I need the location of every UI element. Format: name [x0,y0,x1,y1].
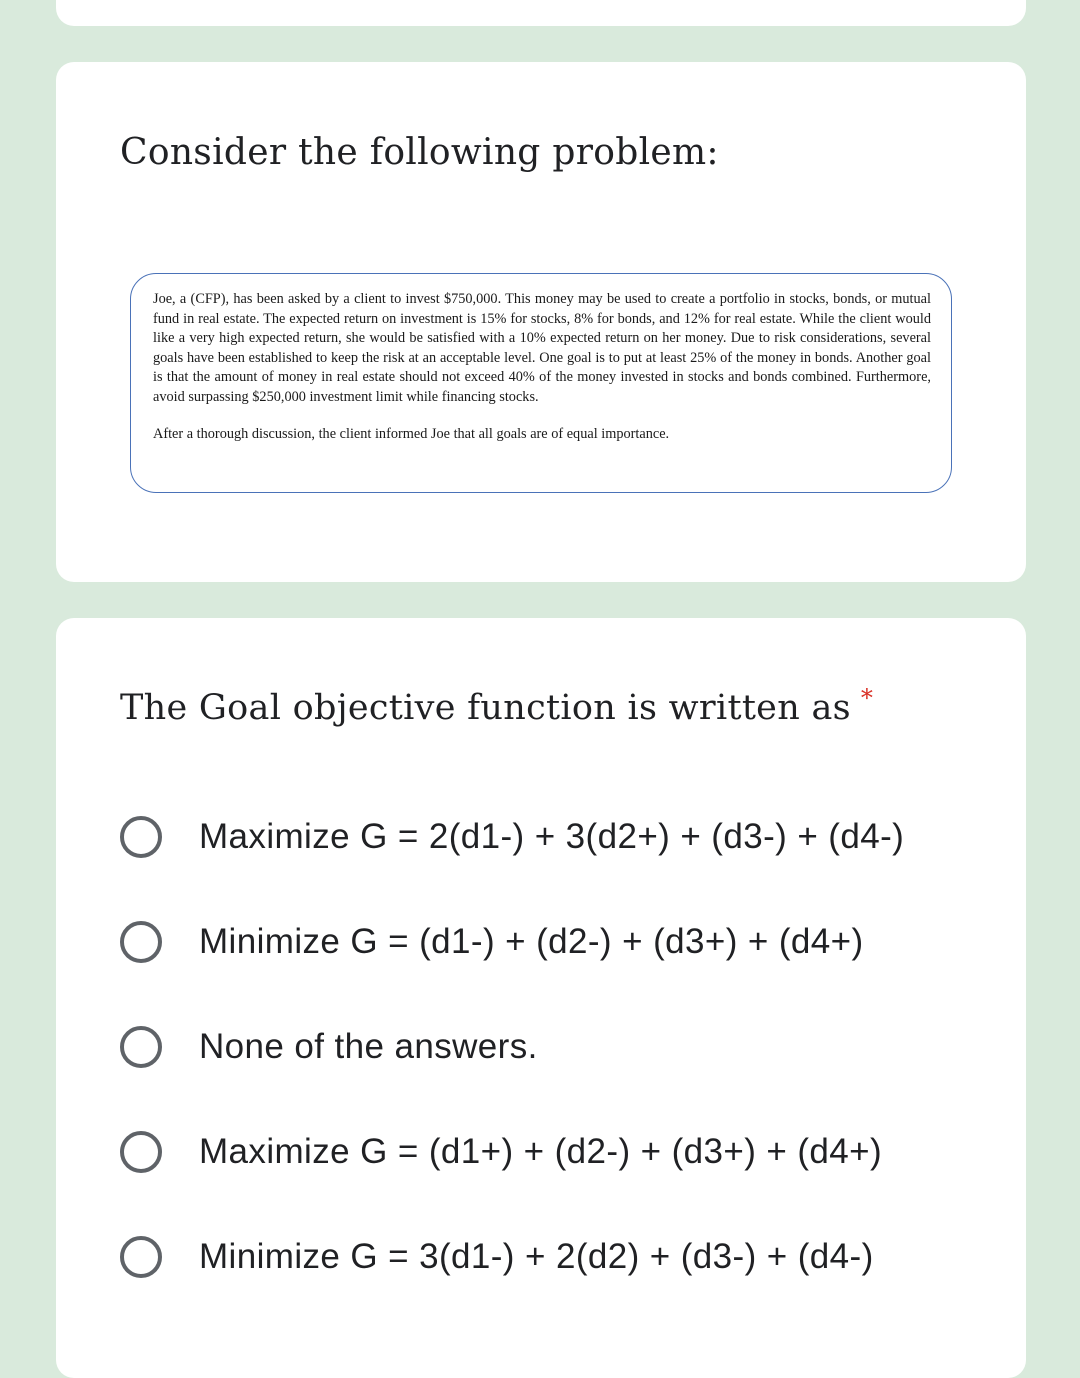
radio-button-3[interactable] [120,1026,162,1068]
problem-image [130,273,952,493]
option-3[interactable] [120,1017,538,1077]
option-label-5: Minimize G = 3(d1-) + 2(d2) + (d3-) + (d4-) [199,1237,874,1276]
option-label-2: Minimize G = (d1-) + (d2-) + (d3+) + (d4+) [199,922,864,961]
option-5[interactable] [120,1227,874,1287]
option-4[interactable] [120,1122,882,1182]
question-title [120,684,874,728]
previous-card [56,0,1026,26]
problem-card [56,62,1026,582]
radio-button-5[interactable] [120,1236,162,1278]
option-1[interactable] [120,807,904,867]
radio-button-1[interactable] [120,816,162,858]
radio-button-4[interactable] [120,1131,162,1173]
problem-paragraph: Joe, a (CFP), has been asked by a client to invest $750,000. This money may be used to create a portfolio in stocks, bonds, or mutual fund in real estate. The expected return on investment is 15% for stocks, 8% for bonds, and 12% for real estate. While the client would like a very high expected return, she would be satisfied with a 10% expected return on her money. Due to risk considerations, several goals have been established to keep the risk at an acceptable level. One goal is to put at least 25% of the money in bonds. Another goal is that the amount of money in real estate should not exceed 40% of the money invested in stocks and bonds combined. Furthermore, avoid surpassing $250,000 investment limit while financing stocks. [153,291,931,405]
option-2[interactable] [120,912,864,972]
problem-title: Consider the following problem: [120,132,719,173]
option-label-4: Maximize G = (d1+) + (d2-) + (d3+) + (d4+) [199,1132,883,1171]
option-label-1: Maximize G = 2(d1-) + 3(d2+) + (d3-) + (d4-) [199,817,905,856]
question-title-text: The Goal objective function is written as [120,688,851,728]
radio-button-2[interactable] [120,921,162,963]
required-asterisk: * [860,684,874,712]
option-label-3: None of the answers. [199,1027,538,1066]
question-card [56,618,1026,1378]
problem-note: After a thorough discussion, the client informed Joe that all goals are of equal importance. [153,426,670,442]
